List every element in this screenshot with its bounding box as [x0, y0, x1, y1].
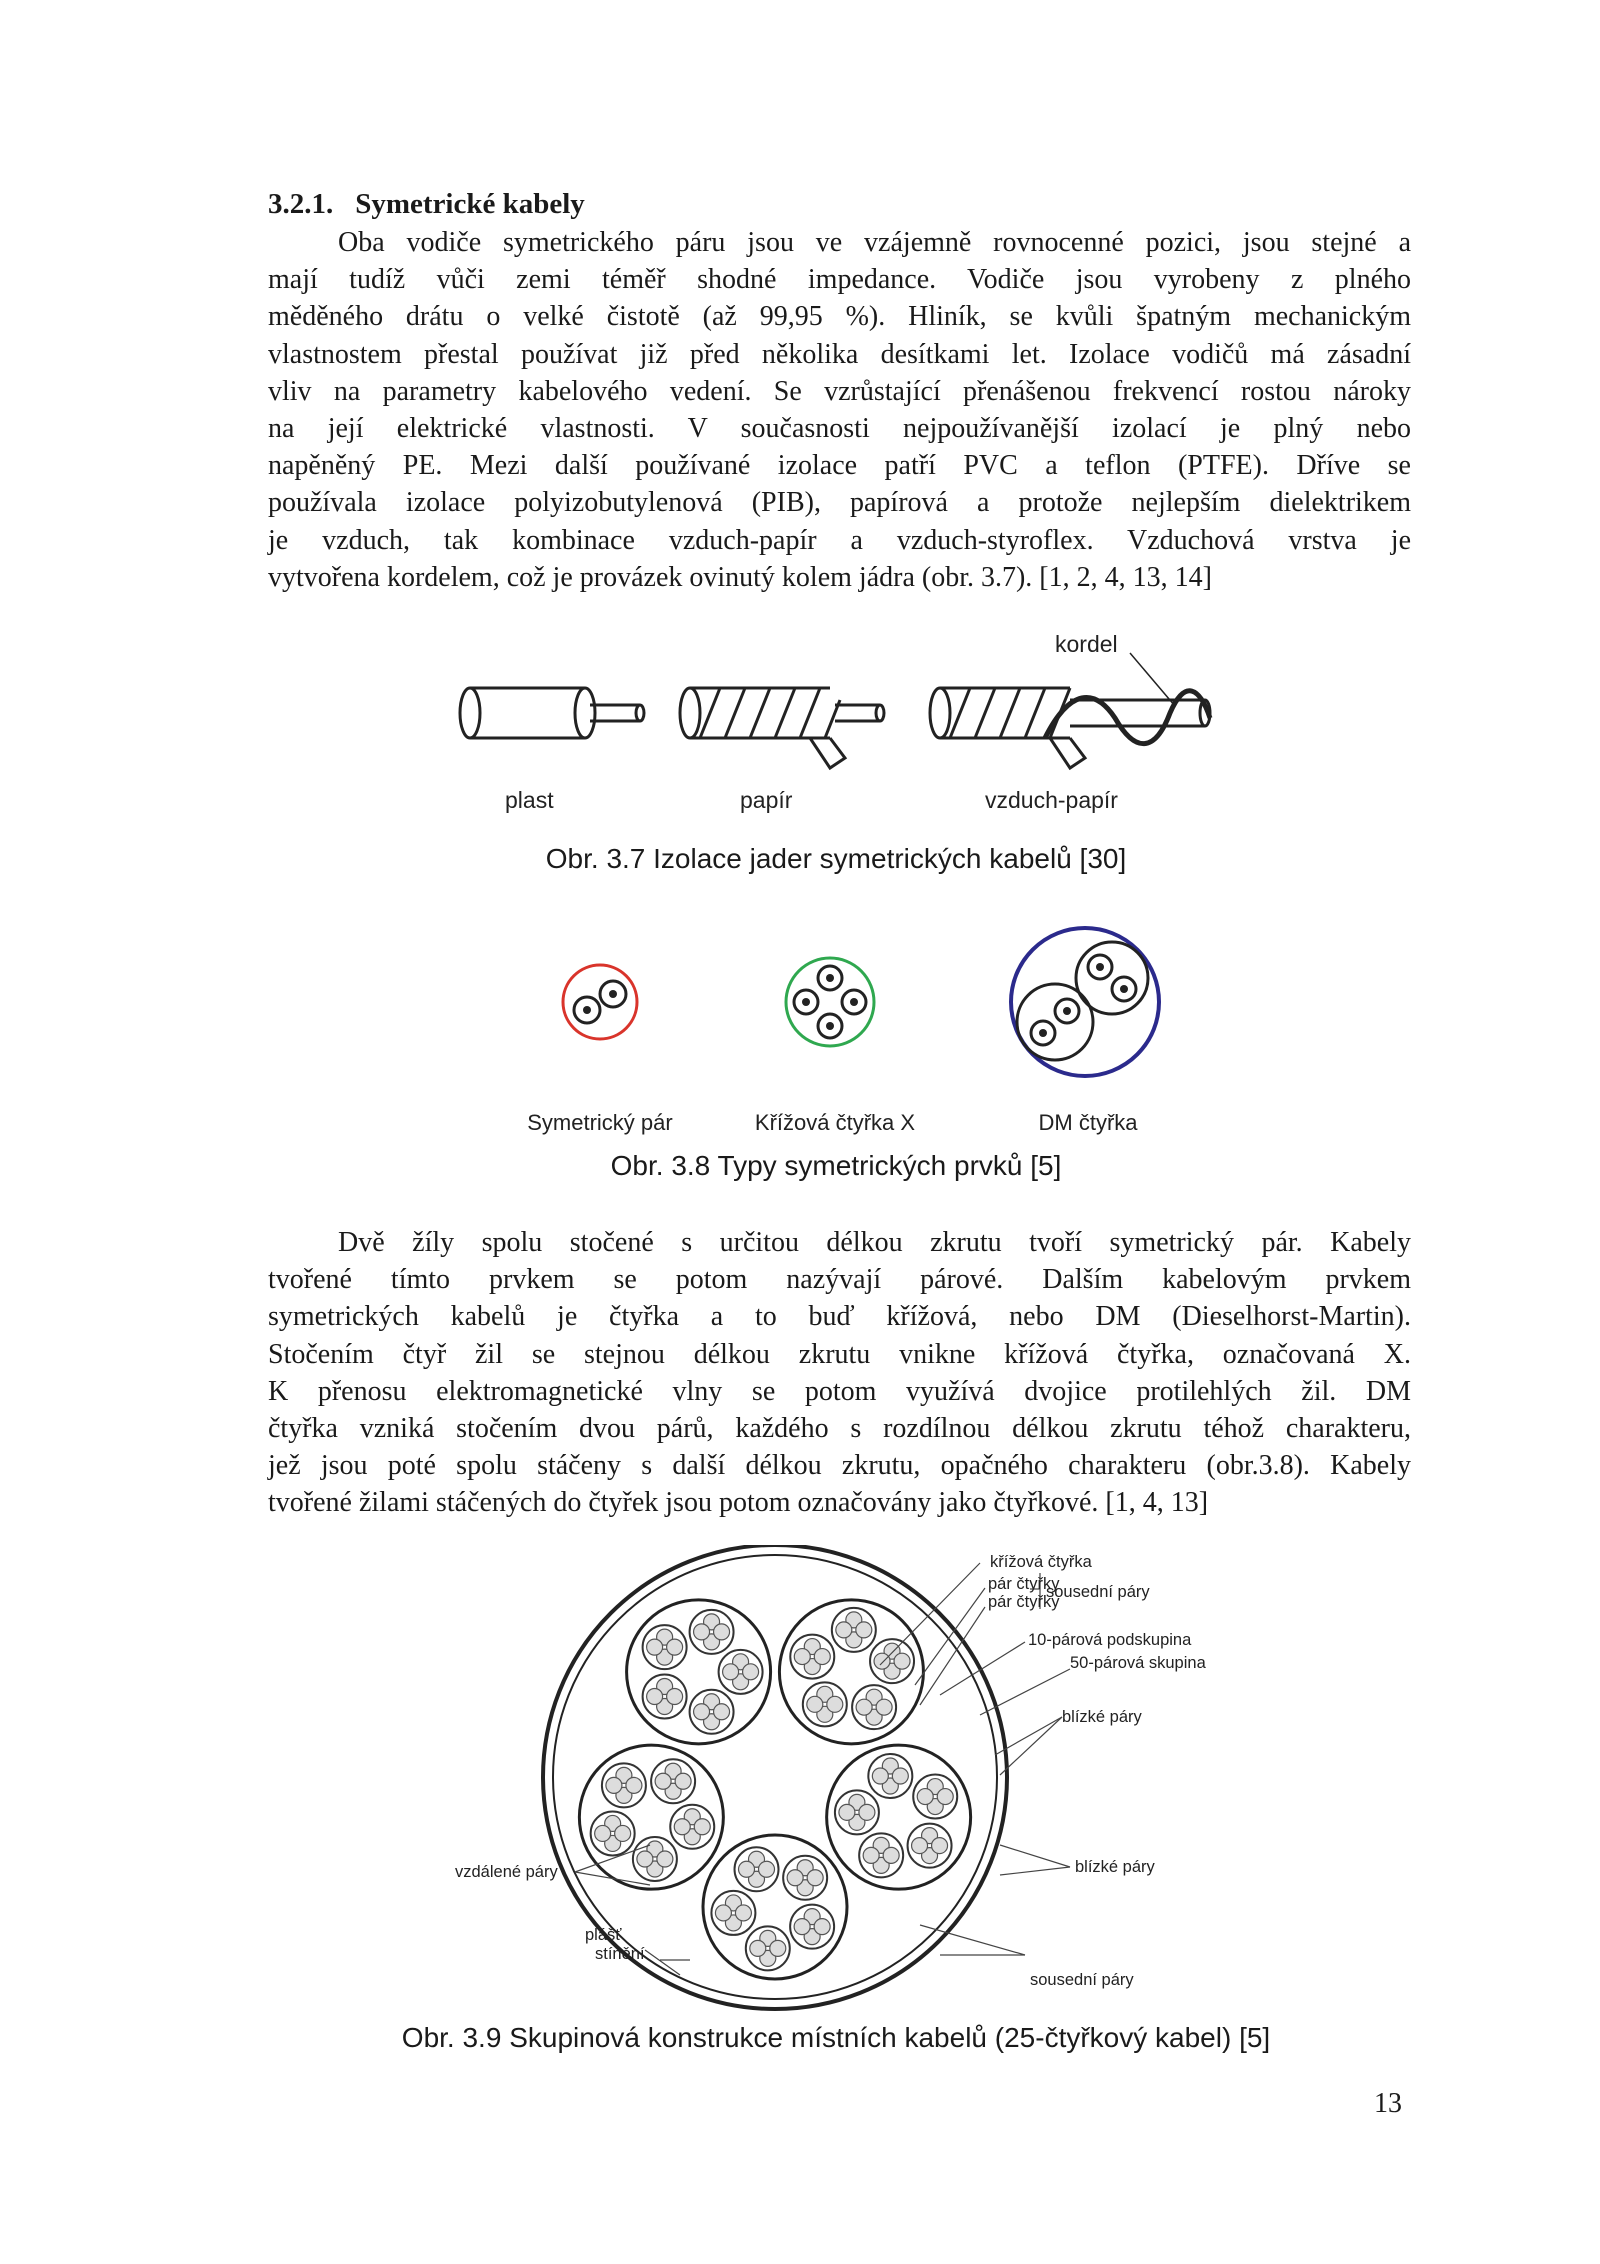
- wire: [874, 1653, 890, 1669]
- wire: [787, 1870, 803, 1886]
- label-dm-quad: DM čtyřka: [1038, 1110, 1138, 1135]
- text-line: Oba vodiče symetrického páru jsou ve vzájemně rovnocenné pozici, jsou stejné a: [338, 227, 1411, 258]
- label-plast: plášť: [585, 1926, 622, 1944]
- figure-3-7-insulation-diagram: [450, 628, 1230, 828]
- wire: [807, 1696, 823, 1712]
- wire: [827, 1696, 843, 1712]
- label-plast: plast: [505, 787, 554, 813]
- text-line: tvořené tímto prvkem se potom nazývají párové. Dalším kabelovým prvkem: [268, 1264, 1411, 1296]
- text-line: vytvořena kordelem, což je provázek ovinutý kolem jádra (obr. 3.7). [1, 2, 4, 13, 14]: [268, 561, 1212, 593]
- label-sousedni-pary-bottom: sousední páry: [1030, 1971, 1134, 1989]
- subgroup: [579, 1745, 723, 1889]
- text-line: napěněný PE. Mezi další používané izolace patří PVC a teflon (PTFE). Dříve se: [268, 450, 1411, 482]
- wire: [872, 1768, 888, 1784]
- text-line: čtyřka vzniká stočením dvou párů, každého s rozdílnou délkou zkrutu téhož charakteru,: [268, 1412, 1411, 1444]
- label-vzdalene-pary: vzdálené páry: [455, 1863, 558, 1881]
- wire: [735, 1905, 751, 1921]
- subgroup: [827, 1745, 971, 1889]
- wire: [839, 1804, 855, 1820]
- wire: [667, 1689, 683, 1705]
- text-line: vlastnostem přestal používat již před několika desítkami let. Izolace vodičů má zásadní: [268, 338, 1411, 370]
- label-vzduch-papir: vzduch-papír: [985, 787, 1118, 813]
- wire: [794, 1919, 810, 1935]
- text-line: vliv na parametry kabelového vedení. Se vzrůstající přenášenou frekvencí rostou nároky: [268, 375, 1411, 407]
- subgroup: [703, 1835, 847, 1979]
- wire: [657, 1851, 673, 1867]
- label-podskupina: 10-párová podskupina: [1028, 1631, 1192, 1649]
- section-title: Symetrické kabely: [355, 188, 585, 220]
- cross-quad-icon: [786, 958, 874, 1046]
- plastic-insulated-core: [460, 688, 644, 738]
- label-skupina: 50-párová skupina: [1070, 1654, 1206, 1672]
- wire: [883, 1847, 899, 1863]
- label-blizke-pary-top: blízké páry: [1062, 1708, 1142, 1726]
- text-line: Stočením čtyř žil se stejnou délkou zkrutu vnikne křížová čtyřka, označovaná X.: [268, 1338, 1411, 1370]
- wire: [647, 1639, 663, 1655]
- wire: [856, 1622, 872, 1638]
- wire: [814, 1919, 830, 1935]
- label-blizke-pary-right: blízké páry: [1075, 1858, 1155, 1876]
- text-line: mají tudíž vůči zemi téměř shodné impedance. Vodiče jsou vyrobeny z plného: [268, 264, 1411, 296]
- figure-3-9-caption: Obr. 3.9 Skupinová konstrukce místních kabelů (25-čtyřkový kabel) [5]: [401, 2022, 1271, 2053]
- page-number: 13: [1374, 2088, 1402, 2119]
- wire: [917, 1789, 933, 1805]
- text-line: Dvě žíly spolu stočené s určitou délkou zkrutu tvoří symetrický pár. Kabely: [338, 1227, 1411, 1258]
- wire: [876, 1699, 892, 1715]
- text-line: je vzduch, tak kombinace vzduch-papír a vzduch-styroflex. Vzduchová vrstva je: [268, 524, 1411, 556]
- wire: [937, 1789, 953, 1805]
- label-papir: papír: [740, 787, 793, 813]
- wire: [723, 1664, 739, 1680]
- wire: [714, 1624, 730, 1640]
- paragraph-1: [268, 224, 1411, 596]
- figure-3-9-cable-construction: [440, 1545, 1260, 2015]
- section-number: 3.2.1.: [268, 188, 334, 220]
- wire: [743, 1664, 759, 1680]
- wire: [655, 1773, 671, 1789]
- text-line: tvořené žilami stáčených do čtyřek jsou potom označovány jako čtyřkové. [1, 4, 13]: [268, 1487, 1209, 1519]
- wire: [932, 1838, 948, 1854]
- wire: [759, 1861, 775, 1877]
- wire: [894, 1653, 910, 1669]
- wire: [667, 1639, 683, 1655]
- text-line: symetrických kabelů je čtyřka a to buď křížová, nebo DM (Dieselhorst-Martin).: [268, 1301, 1411, 1333]
- wire: [892, 1768, 908, 1784]
- label-kordel: kordel: [1055, 631, 1118, 657]
- wire: [674, 1819, 690, 1835]
- wire: [859, 1804, 875, 1820]
- wire: [856, 1699, 872, 1715]
- wire: [606, 1777, 622, 1793]
- wire: [714, 1704, 730, 1720]
- wire: [694, 1819, 710, 1835]
- label-krizova-ctyrka: křížová čtyřka: [990, 1553, 1092, 1571]
- wire: [637, 1851, 653, 1867]
- wire: [863, 1847, 879, 1863]
- label-symmetric-pair: Symetrický pár: [527, 1110, 673, 1135]
- paragraph-2: [268, 1224, 1411, 1522]
- text-line: na její elektrické vlastnosti. V současnosti nejpoužívanější izolací je plný nebo: [268, 412, 1411, 444]
- label-cross-quad: Křížová čtyřka X: [754, 1110, 916, 1135]
- wire: [615, 1825, 631, 1841]
- wire: [675, 1773, 691, 1789]
- wire: [694, 1704, 710, 1720]
- symmetric-pair-icon: [563, 965, 637, 1039]
- figure-3-8-caption: Obr. 3.8 Typy symetrických prvků [5]: [610, 1150, 1062, 1181]
- label-par-ctyrky-1: pár čtyřky: [988, 1575, 1060, 1593]
- section-heading: [268, 188, 585, 221]
- text-line: jež jsou poté spolu stáčeny s další délkou zkrutu, opačného charakteru (obr.3.8). Kabely: [268, 1450, 1411, 1482]
- subgroup: [779, 1600, 923, 1744]
- figure-3-8-element-types: [500, 920, 1200, 1140]
- wire: [715, 1905, 731, 1921]
- wire: [626, 1777, 642, 1793]
- wire: [647, 1689, 663, 1705]
- wire: [770, 1940, 786, 1956]
- wire: [595, 1825, 611, 1841]
- wire: [694, 1624, 710, 1640]
- paper-insulated-core: [680, 688, 884, 768]
- air-paper-insulated-core: [930, 653, 1210, 768]
- text-line: K přenosu elektromagnetické vlny se potom využívá dvojice protilehlých žil. DM: [268, 1375, 1411, 1407]
- wire: [807, 1870, 823, 1886]
- label-par-ctyrky-2: pár čtyřky: [988, 1593, 1060, 1611]
- wire: [794, 1649, 810, 1665]
- label-sousedni-pary-top: sousední páry: [1046, 1583, 1150, 1601]
- wire: [836, 1622, 852, 1638]
- dm-quad-icon: [1011, 928, 1159, 1076]
- wire: [739, 1861, 755, 1877]
- text-line: používala izolace polyizobutylenová (PIB), papírová a protože nejlepším dielektrikem: [268, 487, 1411, 519]
- label-stineni: stínění: [595, 1945, 645, 1963]
- wire: [814, 1649, 830, 1665]
- figure-3-7-caption: Obr. 3.7 Izolace jader symetrických kabelů [30]: [545, 843, 1127, 874]
- wire: [912, 1838, 928, 1854]
- wire: [750, 1940, 766, 1956]
- subgroup: [627, 1600, 771, 1744]
- text-line: měděného drátu o velké čistotě (až 99,95 %). Hliník, se kvůli špatným mechanickým: [268, 301, 1411, 333]
